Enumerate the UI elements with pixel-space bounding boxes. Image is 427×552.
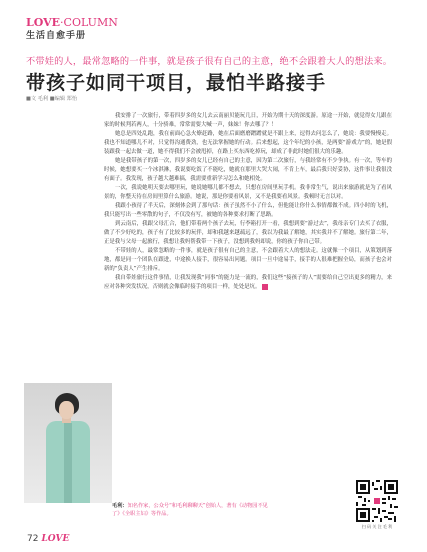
author-photo [24, 383, 112, 503]
qr-caption: 扫 码 关 注 毛 利 [361, 524, 393, 529]
article-byline: ■文 毛利 ■编辑 郑怡 [26, 96, 78, 102]
article-end-mark: L [262, 284, 268, 290]
body-paragraph: 她是我带孩子的第一次，四岁多的女儿已经有自己的主意，因为第二次旅行，与我经常有不少争执。有一次，等车的时候，她想要买一个冰淇淋，我说要吃饭了不能吃，她就在那里大哭大闹，不肯上车，最后我只好妥协，这件事让我很没有面子。我发现，孩子越大越难搞，我需要重新学习怎么和她相处。 [104, 158, 392, 182]
body-paragraph: 我安排了一次旅行，带着四岁多的女儿去云南丽贝能玩几日，开始为期十天的深度游。原途一开始，就觉得女儿跟在家的时候判若两人，十分骄难，常常需要大喊一声，妹妹！你去哪了？！ [104, 113, 392, 128]
author-bio-text: 知名作家，公众号“和毛利聊聊天”创始人，著有《动物园不见了》《全职主妇》等作品。 [112, 503, 268, 517]
body-paragraph: 我跟小孩待了半天后，深刻体会到了那句话：孩子虽然不小了什么，但他能让你什么事情都做不成。四小时的飞机，我只能写出一些零散的句子，不仅没有写，被她的各种要求打断了思路。 [104, 203, 392, 218]
body-paragraph: 一次，我说她明天要去哪里玩，她说她哪儿都不想去，只想在房间里玩手机。我非常生气，说出来旅游就是为了看风景的，你整天待在房间里算什么旅游。她说，那是你要看风景，又不是我要看风景。我顿时无言以对。 [104, 185, 392, 200]
author-name: 毛利： [112, 503, 128, 509]
page-footer [27, 534, 69, 544]
body-paragraph: 她总是四处乱跑，我在前面心急火燎赶路，她在后面磨磨蹭蹭就是不跟上来，逗得去问怎么了，她说：我要慢慢走。我也不知道哪儿不对，只觉得沟通费劲，也无法掌握她的行动。后来想起，这个年纪的小孩，是两要“游戏力”的，她是假装跟我一起去做一道，她不得我们不会被甩掉，在路上买东西吃掉玩，却成了非此时她们很大的乐趣。 [104, 131, 392, 155]
column-brand: LOVE [26, 16, 61, 29]
page-number: 72 [27, 534, 39, 544]
qr-code [356, 480, 398, 522]
body-paragraph: 到云南后，我跟父母汇合，他们带着两个孩子去玩，行李箱打开一看，我想到要“游过去”，我母亲专门去买了衣服，做了不少好吃的，孩子有了比较多的玩伴，却和我越来越疏远了，我以为我最了解她，其实我并不了解她。旅行第二年，正是我与父母一起旅行，我想让我妈帮我带一下孩子，没想到我妈却说，你的孩子你自己带。 [104, 221, 392, 245]
column-brand-sub: COLUMN [63, 16, 118, 29]
article-headline: 带孩子如同干项目，最怕半路接手 [26, 72, 327, 94]
author-bio [112, 503, 272, 518]
body-paragraph-text: 我自带娃旅行这件事情，让我发现我“同事”的能力是一流的，我们这些“接孩子的人”需要给自己空出更多的精力，来应对各种突发状况，否则就会像临时接手的项目一样，处处是坑。 [104, 275, 392, 290]
column-dot: · [60, 16, 64, 29]
column-chinese-title: 生活自愈手册 [26, 31, 87, 41]
body-paragraph: 不带娃的人，最常忽略的一件事，就是孩子很有自己的主意，不会跟着大人的想法走。这就像一个项目，从策划到落地，都是同一个团队在跟进，中途换人接手，很容易出问题。项目一旦中途易手，接手的人很难把握全局，而孩子也会对新的“负责人”产生排斥。 [104, 248, 392, 272]
article-body [104, 112, 392, 292]
column-header [26, 13, 118, 41]
body-paragraph-last [104, 274, 392, 292]
magazine-name: LOVE [41, 534, 70, 544]
article-subtitle: 不带娃的人，最常忽略的一件事，就是孩子很有自己的主意，绝不会跟着大人的想法来。 [26, 56, 393, 67]
